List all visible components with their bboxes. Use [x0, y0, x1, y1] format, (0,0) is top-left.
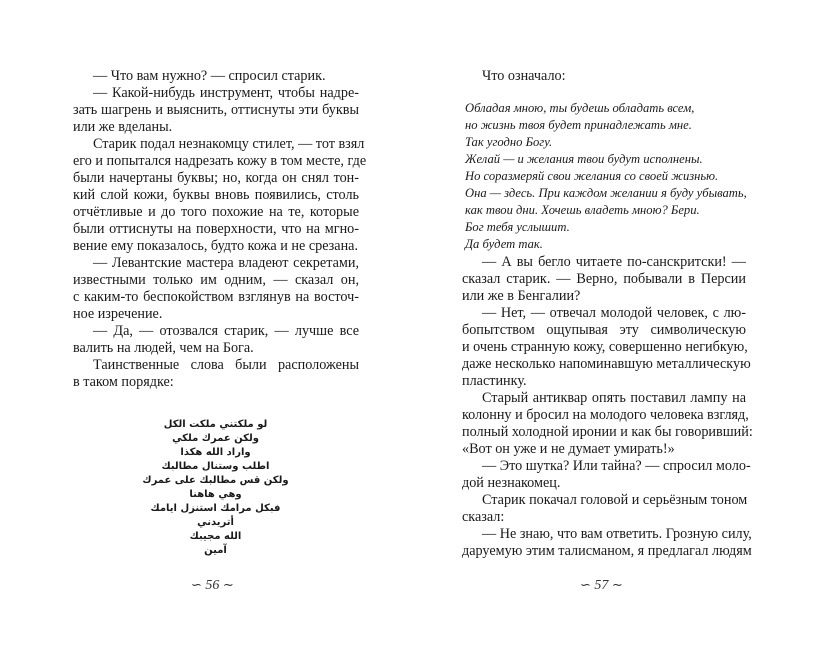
verse-line: но жизнь твоя будет принадлежать мне.	[465, 118, 692, 132]
inscription-line: واراد الله هكذا	[180, 447, 251, 458]
text-line: его и попытался надрезать кожу в том месте, где	[73, 153, 367, 169]
text-line: — Что вам нужно? — спросил старик.	[93, 68, 326, 84]
arabic-inscription	[113, 418, 318, 558]
text-line: с каким-то беспокойством взглянув на восточ-	[73, 289, 359, 305]
text-line: пластинку.	[462, 373, 527, 389]
verse-line: Обладая мною, ты будешь обладать всем,	[465, 101, 695, 115]
page-number-text: 56	[205, 578, 220, 593]
text-line: даже несколько напоминавшую металлическую	[462, 356, 751, 372]
verse-line: как твои дни. Хочешь владеть мною? Бери.	[465, 203, 700, 217]
intro-line: Что означало:	[482, 68, 566, 84]
inscription-line: ولكن عمرك ملكي	[172, 433, 259, 444]
page-number-text: 57	[594, 578, 609, 593]
ornament-icon: ∽	[580, 577, 591, 592]
text-line: Таинственные слова были расположены	[93, 357, 359, 373]
inscription-line: ولكن قس مطالبك على عمرك	[142, 475, 289, 486]
text-line: сказал:	[462, 509, 505, 525]
text-line: — Не знаю, что вам ответить. Грозную силу,	[482, 526, 752, 542]
inscription-line: الله مجيبك	[189, 531, 242, 542]
page-number-left	[191, 577, 234, 594]
verse-line: Да будет так.	[465, 237, 543, 251]
text-line: зать шагрень и выяснить, оттиснуты эти буквы	[73, 102, 359, 118]
text-line: колонну и бросил на молодого человека взгляд,	[462, 407, 749, 423]
text-line: и очень странную кожу, совершенно негибкую,	[462, 339, 748, 355]
inscription-line: آمين	[204, 545, 227, 556]
text-line: сказал старик. — Верно, побывали в Персии	[462, 271, 746, 287]
text-line: даруемую этим талисманом, я предлагал людям	[462, 543, 752, 559]
right-page	[462, 0, 753, 663]
inscription-line: اطلب وستنال مطالبك	[161, 461, 270, 472]
text-line: или же вделаны.	[73, 119, 173, 135]
inscription-line: فبكل مرامك استنزل ايامك	[150, 503, 281, 514]
inscription-line: لو ملكتني ملكت الكل	[163, 419, 268, 430]
text-line: полный холодной иронии и как бы говоривший:	[462, 424, 753, 440]
text-line: — Нет, — отвечал молодой человек, с лю-	[482, 305, 746, 321]
ornament-icon: ∽	[191, 577, 202, 592]
verse-line: Она — здесь. При каждом желании я буду убывать,	[465, 186, 747, 200]
text-line: — Это шутка? Или тайна? — спросил моло-	[482, 458, 751, 474]
text-line: — Левантские мастера владеют секретами,	[93, 255, 359, 271]
verse-line: Так угодно Богу.	[465, 135, 553, 149]
text-line: известными только им одним, — сказал он,	[73, 272, 359, 288]
text-line: — Какой-нибудь инструмент, чтобы надре-	[93, 85, 359, 101]
verse-line: Желай — и желания твои будут исполнены.	[465, 152, 703, 166]
text-line: ное изречение.	[73, 306, 163, 322]
text-line: были начертаны буквы; но, когда он снял тон-	[73, 170, 359, 186]
text-line: отчётливые и до того похожие на те, которые	[73, 204, 359, 220]
ornament-icon: ∼	[611, 577, 623, 592]
text-line: были оттиснуты на поверхности, что на мгно-	[73, 221, 359, 237]
ornament-icon: ∼	[222, 577, 234, 592]
page-number-right	[580, 577, 623, 594]
text-line: Старик покачал головой и серьёзным тоном	[482, 492, 748, 508]
text-line: Старик подал незнакомцу стилет, — тот взял	[93, 136, 365, 152]
inscription-line: وهي هاهنا	[189, 489, 242, 500]
text-line: вение ему показалось, будто кожа и не срезана.	[73, 238, 359, 254]
verse-line: Бог тебя услышит.	[465, 220, 570, 234]
text-line: валить на людей, чем на Бога.	[73, 340, 254, 356]
text-line: кий слой кожи, буквы вновь появились, столь	[73, 187, 359, 203]
text-line: дой незнакомец.	[462, 475, 561, 491]
text-line: — А вы бегло читаете по-санскритски! —	[482, 254, 746, 270]
text-line: Старый антиквар опять поставил лампу на	[482, 390, 746, 406]
text-line: «Вот он уже и не думает умирать!»	[462, 441, 675, 457]
inscription-line: أتريدني	[197, 517, 234, 528]
text-line: — Да, — отозвался старик, — лучше все	[93, 323, 359, 339]
text-line: в таком порядке:	[73, 374, 174, 390]
left-page	[73, 0, 367, 663]
verse-line: Но соразмеряй свои желания со своей жизнью.	[465, 169, 719, 183]
text-line: бопытством ощупывая эту символическую	[462, 322, 746, 338]
text-line: или же в Бенгалии?	[462, 288, 581, 304]
